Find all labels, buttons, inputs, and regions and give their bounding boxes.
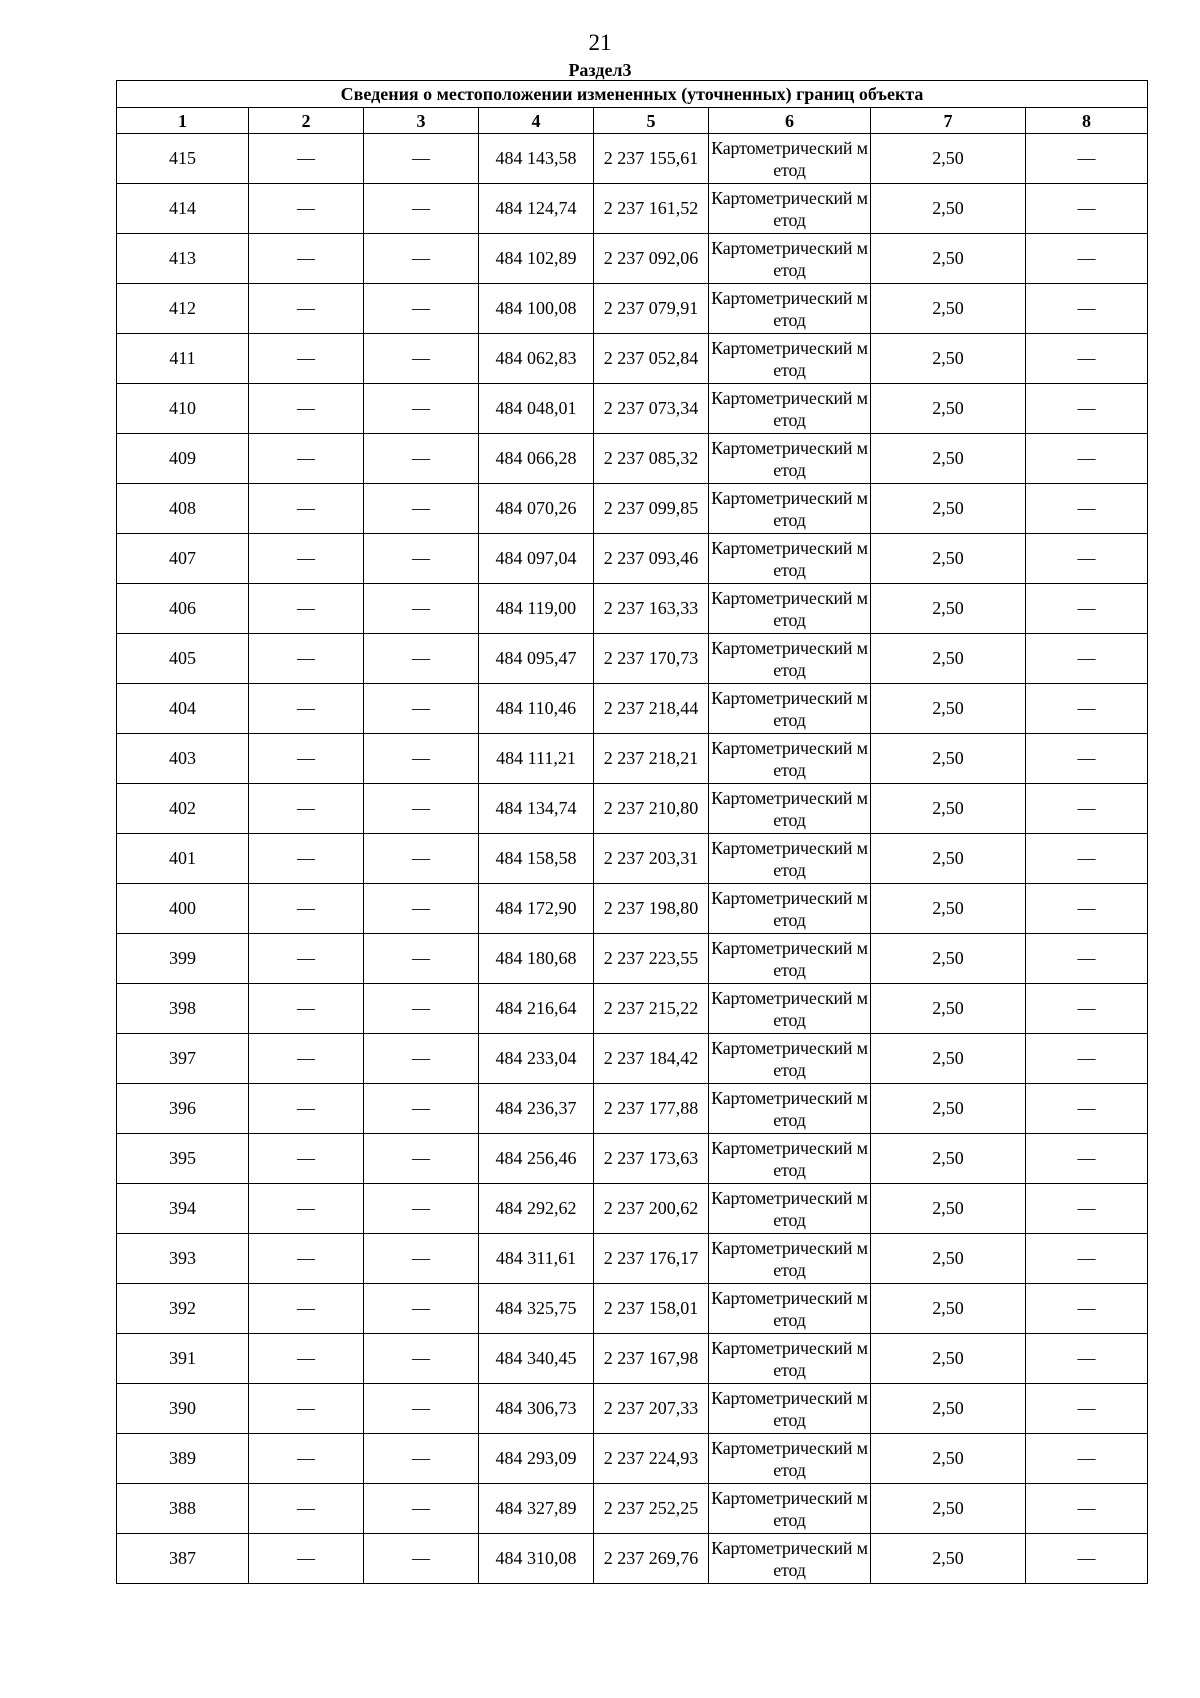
column-header-row xyxy=(117,108,1148,134)
table-row xyxy=(117,1534,1148,1584)
col2-cell: — xyxy=(249,1084,364,1134)
accuracy-cell: 2,50 xyxy=(871,1184,1026,1234)
table-row xyxy=(117,884,1148,934)
table-row xyxy=(117,534,1148,584)
col3-cell: — xyxy=(364,1084,479,1134)
x-coordinate-cell: 484 306,73 xyxy=(479,1384,594,1434)
y-coordinate-cell: 2 237 176,17 xyxy=(594,1234,709,1284)
point-number-cell: 403 xyxy=(117,734,249,784)
method-cell: Картометрический метод xyxy=(709,534,871,584)
y-coordinate-cell: 2 237 167,98 xyxy=(594,1334,709,1384)
point-number-cell: 387 xyxy=(117,1534,249,1584)
x-coordinate-cell: 484 236,37 xyxy=(479,1084,594,1134)
x-coordinate-cell: 484 070,26 xyxy=(479,484,594,534)
point-number-cell: 408 xyxy=(117,484,249,534)
x-coordinate-cell: 484 102,89 xyxy=(479,234,594,284)
accuracy-cell: 2,50 xyxy=(871,1334,1026,1384)
point-number-cell: 398 xyxy=(117,984,249,1034)
y-coordinate-cell: 2 237 052,84 xyxy=(594,334,709,384)
col8-cell: — xyxy=(1026,134,1148,184)
x-coordinate-cell: 484 340,45 xyxy=(479,1334,594,1384)
col8-cell: — xyxy=(1026,284,1148,334)
x-coordinate-cell: 484 097,04 xyxy=(479,534,594,584)
point-number-cell: 409 xyxy=(117,434,249,484)
col2-cell: — xyxy=(249,1034,364,1084)
col3-cell: — xyxy=(364,884,479,934)
col8-cell: — xyxy=(1026,234,1148,284)
column-header: 4 xyxy=(479,108,594,134)
point-number-cell: 390 xyxy=(117,1384,249,1434)
y-coordinate-cell: 2 237 177,88 xyxy=(594,1084,709,1134)
accuracy-cell: 2,50 xyxy=(871,634,1026,684)
x-coordinate-cell: 484 062,83 xyxy=(479,334,594,384)
column-header: 8 xyxy=(1026,108,1148,134)
y-coordinate-cell: 2 237 079,91 xyxy=(594,284,709,334)
col2-cell: — xyxy=(249,1134,364,1184)
col3-cell: — xyxy=(364,1234,479,1284)
x-coordinate-cell: 484 110,46 xyxy=(479,684,594,734)
y-coordinate-cell: 2 237 155,61 xyxy=(594,134,709,184)
y-coordinate-cell: 2 237 092,06 xyxy=(594,234,709,284)
col8-cell: — xyxy=(1026,384,1148,434)
col3-cell: — xyxy=(364,1334,479,1384)
x-coordinate-cell: 484 311,61 xyxy=(479,1234,594,1284)
y-coordinate-cell: 2 237 203,31 xyxy=(594,834,709,884)
table-row xyxy=(117,1234,1148,1284)
col8-cell: — xyxy=(1026,734,1148,784)
col8-cell: — xyxy=(1026,1034,1148,1084)
y-coordinate-cell: 2 237 093,46 xyxy=(594,534,709,584)
y-coordinate-cell: 2 237 073,34 xyxy=(594,384,709,434)
col8-cell: — xyxy=(1026,484,1148,534)
x-coordinate-cell: 484 293,09 xyxy=(479,1434,594,1484)
y-coordinate-cell: 2 237 269,76 xyxy=(594,1534,709,1584)
y-coordinate-cell: 2 237 224,93 xyxy=(594,1434,709,1484)
col2-cell: — xyxy=(249,1284,364,1334)
y-coordinate-cell: 2 237 198,80 xyxy=(594,884,709,934)
col2-cell: — xyxy=(249,1334,364,1384)
table-row xyxy=(117,834,1148,884)
col8-cell: — xyxy=(1026,934,1148,984)
point-number-cell: 404 xyxy=(117,684,249,734)
table-row xyxy=(117,1134,1148,1184)
table-row xyxy=(117,1384,1148,1434)
y-coordinate-cell: 2 237 207,33 xyxy=(594,1384,709,1434)
method-cell: Картометрический метод xyxy=(709,484,871,534)
x-coordinate-cell: 484 310,08 xyxy=(479,1534,594,1584)
col3-cell: — xyxy=(364,1384,479,1434)
method-cell: Картометрический метод xyxy=(709,1084,871,1134)
col3-cell: — xyxy=(364,684,479,734)
y-coordinate-cell: 2 237 218,44 xyxy=(594,684,709,734)
col3-cell: — xyxy=(364,934,479,984)
col8-cell: — xyxy=(1026,1184,1148,1234)
accuracy-cell: 2,50 xyxy=(871,284,1026,334)
col3-cell: — xyxy=(364,584,479,634)
col3-cell: — xyxy=(364,434,479,484)
y-coordinate-cell: 2 237 215,22 xyxy=(594,984,709,1034)
point-number-cell: 411 xyxy=(117,334,249,384)
table-row xyxy=(117,784,1148,834)
x-coordinate-cell: 484 292,62 xyxy=(479,1184,594,1234)
table-row xyxy=(117,134,1148,184)
col2-cell: — xyxy=(249,884,364,934)
col2-cell: — xyxy=(249,734,364,784)
col3-cell: — xyxy=(364,384,479,434)
method-cell: Картометрический метод xyxy=(709,1434,871,1484)
accuracy-cell: 2,50 xyxy=(871,584,1026,634)
y-coordinate-cell: 2 237 184,42 xyxy=(594,1034,709,1084)
y-coordinate-cell: 2 237 218,21 xyxy=(594,734,709,784)
col3-cell: — xyxy=(364,1484,479,1534)
accuracy-cell: 2,50 xyxy=(871,1484,1026,1534)
col2-cell: — xyxy=(249,1234,364,1284)
point-number-cell: 393 xyxy=(117,1234,249,1284)
col3-cell: — xyxy=(364,184,479,234)
y-coordinate-cell: 2 237 085,32 xyxy=(594,434,709,484)
method-cell: Картометрический метод xyxy=(709,184,871,234)
col2-cell: — xyxy=(249,1434,364,1484)
accuracy-cell: 2,50 xyxy=(871,734,1026,784)
table-row xyxy=(117,234,1148,284)
accuracy-cell: 2,50 xyxy=(871,1434,1026,1484)
col2-cell: — xyxy=(249,584,364,634)
accuracy-cell: 2,50 xyxy=(871,384,1026,434)
col8-cell: — xyxy=(1026,184,1148,234)
col3-cell: — xyxy=(364,334,479,384)
column-header: 1 xyxy=(117,108,249,134)
col3-cell: — xyxy=(364,484,479,534)
table-row xyxy=(117,1484,1148,1534)
col8-cell: — xyxy=(1026,1384,1148,1434)
page-number: 21 xyxy=(588,30,612,55)
table-row xyxy=(117,284,1148,334)
x-coordinate-cell: 484 048,01 xyxy=(479,384,594,434)
method-cell: Картометрический метод xyxy=(709,884,871,934)
table-row xyxy=(117,434,1148,484)
point-number-cell: 413 xyxy=(117,234,249,284)
col3-cell: — xyxy=(364,1134,479,1184)
method-cell: Картометрический метод xyxy=(709,284,871,334)
col2-cell: — xyxy=(249,634,364,684)
y-coordinate-cell: 2 237 099,85 xyxy=(594,484,709,534)
col3-cell: — xyxy=(364,784,479,834)
col8-cell: — xyxy=(1026,1484,1148,1534)
col8-cell: — xyxy=(1026,1084,1148,1134)
point-number-cell: 397 xyxy=(117,1034,249,1084)
col3-cell: — xyxy=(364,234,479,284)
accuracy-cell: 2,50 xyxy=(871,1534,1026,1584)
table-row xyxy=(117,934,1148,984)
table-row xyxy=(117,1334,1148,1384)
column-header: 3 xyxy=(364,108,479,134)
table-row xyxy=(117,1284,1148,1334)
table-row xyxy=(117,734,1148,784)
point-number-cell: 388 xyxy=(117,1484,249,1534)
method-cell: Картометрический метод xyxy=(709,334,871,384)
col2-cell: — xyxy=(249,1384,364,1434)
x-coordinate-cell: 484 095,47 xyxy=(479,634,594,684)
table-row xyxy=(117,634,1148,684)
x-coordinate-cell: 484 180,68 xyxy=(479,934,594,984)
table-row xyxy=(117,184,1148,234)
x-coordinate-cell: 484 066,28 xyxy=(479,434,594,484)
x-coordinate-cell: 484 134,74 xyxy=(479,784,594,834)
table-row xyxy=(117,334,1148,384)
column-header: 7 xyxy=(871,108,1026,134)
table-row xyxy=(117,984,1148,1034)
table-row xyxy=(117,1084,1148,1134)
method-cell: Картометрический метод xyxy=(709,784,871,834)
point-number-cell: 414 xyxy=(117,184,249,234)
method-cell: Картометрический метод xyxy=(709,134,871,184)
col2-cell: — xyxy=(249,984,364,1034)
col2-cell: — xyxy=(249,684,364,734)
col2-cell: — xyxy=(249,1484,364,1534)
accuracy-cell: 2,50 xyxy=(871,1284,1026,1334)
col8-cell: — xyxy=(1026,334,1148,384)
x-coordinate-cell: 484 119,00 xyxy=(479,584,594,634)
col8-cell: — xyxy=(1026,1434,1148,1484)
point-number-cell: 412 xyxy=(117,284,249,334)
point-number-cell: 405 xyxy=(117,634,249,684)
method-cell: Картометрический метод xyxy=(709,934,871,984)
col3-cell: — xyxy=(364,634,479,684)
col2-cell: — xyxy=(249,234,364,284)
col2-cell: — xyxy=(249,1534,364,1584)
accuracy-cell: 2,50 xyxy=(871,234,1026,284)
accuracy-cell: 2,50 xyxy=(871,984,1026,1034)
col2-cell: — xyxy=(249,434,364,484)
column-header: 5 xyxy=(594,108,709,134)
y-coordinate-cell: 2 237 223,55 xyxy=(594,934,709,984)
point-number-cell: 389 xyxy=(117,1434,249,1484)
col3-cell: — xyxy=(364,284,479,334)
x-coordinate-cell: 484 325,75 xyxy=(479,1284,594,1334)
point-number-cell: 399 xyxy=(117,934,249,984)
x-coordinate-cell: 484 124,74 xyxy=(479,184,594,234)
accuracy-cell: 2,50 xyxy=(871,1234,1026,1284)
method-cell: Картометрический метод xyxy=(709,734,871,784)
method-cell: Картометрический метод xyxy=(709,1184,871,1234)
accuracy-cell: 2,50 xyxy=(871,884,1026,934)
point-number-cell: 392 xyxy=(117,1284,249,1334)
method-cell: Картометрический метод xyxy=(709,1384,871,1434)
accuracy-cell: 2,50 xyxy=(871,1084,1026,1134)
x-coordinate-cell: 484 233,04 xyxy=(479,1034,594,1084)
col2-cell: — xyxy=(249,834,364,884)
method-cell: Картометрический метод xyxy=(709,1334,871,1384)
col3-cell: — xyxy=(364,834,479,884)
col2-cell: — xyxy=(249,784,364,834)
accuracy-cell: 2,50 xyxy=(871,184,1026,234)
accuracy-cell: 2,50 xyxy=(871,1384,1026,1434)
x-coordinate-cell: 484 143,58 xyxy=(479,134,594,184)
method-cell: Картометрический метод xyxy=(709,1034,871,1084)
point-number-cell: 410 xyxy=(117,384,249,434)
point-number-cell: 400 xyxy=(117,884,249,934)
point-number-cell: 391 xyxy=(117,1334,249,1384)
col3-cell: — xyxy=(364,1284,479,1334)
col8-cell: — xyxy=(1026,584,1148,634)
method-cell: Картометрический метод xyxy=(709,834,871,884)
col3-cell: — xyxy=(364,1434,479,1484)
col8-cell: — xyxy=(1026,1334,1148,1384)
y-coordinate-cell: 2 237 161,52 xyxy=(594,184,709,234)
method-cell: Картометрический метод xyxy=(709,434,871,484)
table-row xyxy=(117,384,1148,434)
col8-cell: — xyxy=(1026,1234,1148,1284)
point-number-cell: 415 xyxy=(117,134,249,184)
col8-cell: — xyxy=(1026,434,1148,484)
y-coordinate-cell: 2 237 210,80 xyxy=(594,784,709,834)
table-row xyxy=(117,584,1148,634)
col3-cell: — xyxy=(364,534,479,584)
x-coordinate-cell: 484 172,90 xyxy=(479,884,594,934)
method-cell: Картометрический метод xyxy=(709,1284,871,1334)
col3-cell: — xyxy=(364,1184,479,1234)
col2-cell: — xyxy=(249,934,364,984)
table-row xyxy=(117,684,1148,734)
col8-cell: — xyxy=(1026,834,1148,884)
table-body xyxy=(117,134,1148,1584)
col8-cell: — xyxy=(1026,984,1148,1034)
method-cell: Картометрический метод xyxy=(709,984,871,1034)
y-coordinate-cell: 2 237 200,62 xyxy=(594,1184,709,1234)
accuracy-cell: 2,50 xyxy=(871,784,1026,834)
accuracy-cell: 2,50 xyxy=(871,434,1026,484)
table-row xyxy=(117,484,1148,534)
col8-cell: — xyxy=(1026,1134,1148,1184)
accuracy-cell: 2,50 xyxy=(871,484,1026,534)
table-row xyxy=(117,1034,1148,1084)
x-coordinate-cell: 484 100,08 xyxy=(479,284,594,334)
col2-cell: — xyxy=(249,284,364,334)
accuracy-cell: 2,50 xyxy=(871,534,1026,584)
method-cell: Картометрический метод xyxy=(709,234,871,284)
table-row xyxy=(117,1434,1148,1484)
point-number-cell: 395 xyxy=(117,1134,249,1184)
method-cell: Картометрический метод xyxy=(709,384,871,434)
point-number-cell: 402 xyxy=(117,784,249,834)
point-number-cell: 401 xyxy=(117,834,249,884)
y-coordinate-cell: 2 237 163,33 xyxy=(594,584,709,634)
y-coordinate-cell: 2 237 170,73 xyxy=(594,634,709,684)
boundary-coordinates-table xyxy=(116,80,1148,1584)
method-cell: Картометрический метод xyxy=(709,1534,871,1584)
col8-cell: — xyxy=(1026,684,1148,734)
col2-cell: — xyxy=(249,534,364,584)
method-cell: Картометрический метод xyxy=(709,1134,871,1184)
accuracy-cell: 2,50 xyxy=(871,334,1026,384)
col2-cell: — xyxy=(249,1184,364,1234)
method-cell: Картометрический метод xyxy=(709,634,871,684)
x-coordinate-cell: 484 256,46 xyxy=(479,1134,594,1184)
col2-cell: — xyxy=(249,484,364,534)
method-cell: Картометрический метод xyxy=(709,1484,871,1534)
x-coordinate-cell: 484 158,58 xyxy=(479,834,594,884)
point-number-cell: 406 xyxy=(117,584,249,634)
x-coordinate-cell: 484 327,89 xyxy=(479,1484,594,1534)
col2-cell: — xyxy=(249,334,364,384)
col8-cell: — xyxy=(1026,1534,1148,1584)
point-number-cell: 396 xyxy=(117,1084,249,1134)
y-coordinate-cell: 2 237 158,01 xyxy=(594,1284,709,1334)
col8-cell: — xyxy=(1026,1284,1148,1334)
col8-cell: — xyxy=(1026,884,1148,934)
y-coordinate-cell: 2 237 173,63 xyxy=(594,1134,709,1184)
col3-cell: — xyxy=(364,1534,479,1584)
method-cell: Картометрический метод xyxy=(709,584,871,634)
accuracy-cell: 2,50 xyxy=(871,134,1026,184)
table-row xyxy=(117,1184,1148,1234)
col8-cell: — xyxy=(1026,634,1148,684)
col3-cell: — xyxy=(364,1034,479,1084)
col8-cell: — xyxy=(1026,784,1148,834)
column-header: 6 xyxy=(709,108,871,134)
table-caption: Сведения о местоположении измененных (уточненных) границ объекта xyxy=(117,81,1148,108)
method-cell: Картометрический метод xyxy=(709,684,871,734)
section-title: Раздел3 xyxy=(568,60,632,80)
col3-cell: — xyxy=(364,134,479,184)
x-coordinate-cell: 484 111,21 xyxy=(479,734,594,784)
accuracy-cell: 2,50 xyxy=(871,1134,1026,1184)
method-cell: Картометрический метод xyxy=(709,1234,871,1284)
point-number-cell: 394 xyxy=(117,1184,249,1234)
accuracy-cell: 2,50 xyxy=(871,934,1026,984)
x-coordinate-cell: 484 216,64 xyxy=(479,984,594,1034)
y-coordinate-cell: 2 237 252,25 xyxy=(594,1484,709,1534)
accuracy-cell: 2,50 xyxy=(871,684,1026,734)
col3-cell: — xyxy=(364,984,479,1034)
col8-cell: — xyxy=(1026,534,1148,584)
point-number-cell: 407 xyxy=(117,534,249,584)
accuracy-cell: 2,50 xyxy=(871,1034,1026,1084)
col3-cell: — xyxy=(364,734,479,784)
col2-cell: — xyxy=(249,134,364,184)
column-header: 2 xyxy=(249,108,364,134)
col2-cell: — xyxy=(249,184,364,234)
col2-cell: — xyxy=(249,384,364,434)
accuracy-cell: 2,50 xyxy=(871,834,1026,884)
